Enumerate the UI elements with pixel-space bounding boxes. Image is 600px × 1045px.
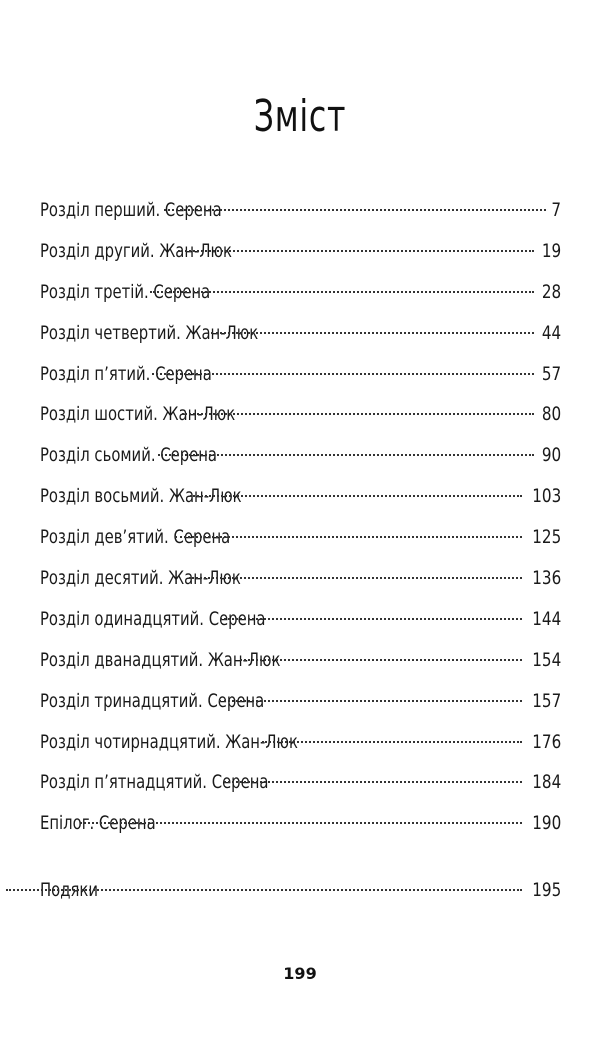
- toc-entry-10: [40, 558, 561, 599]
- toc-entry-12: [40, 640, 561, 681]
- toc-entry-label: Епілог. Серена: [40, 812, 156, 835]
- toc-entry-1: [40, 190, 561, 231]
- dot-leader: [219, 700, 522, 702]
- toc-entry-page: 195: [531, 879, 561, 901]
- toc-back-matter: [40, 870, 561, 911]
- toc-entry-label: Розділ четвертий. Жан-Люк: [40, 321, 259, 344]
- dot-leader: [158, 454, 533, 456]
- toc-entry-page: 190: [531, 812, 561, 835]
- toc-entry-page: 125: [531, 526, 561, 549]
- toc-entry-label: Розділ шостий. Жан-Люк: [40, 403, 236, 426]
- toc-entry-3: [40, 272, 561, 313]
- dot-leader: [182, 413, 534, 415]
- dot-leader: [211, 332, 534, 334]
- toc-entry-page: 157: [531, 689, 561, 712]
- toc-entry-page: 90: [541, 444, 561, 467]
- dot-leader: [240, 659, 522, 661]
- toc-entry-label: Розділ третій. Серена: [40, 280, 211, 303]
- toc-entry-page: 103: [531, 485, 561, 508]
- toc-entry-4: [40, 313, 561, 354]
- toc-entry-page: 176: [531, 730, 561, 753]
- toc-entry-page: 57: [541, 362, 561, 385]
- dot-leader: [6, 889, 522, 891]
- dot-leader: [152, 373, 534, 375]
- dot-leader: [220, 618, 521, 620]
- toc-entry-page: 184: [531, 771, 561, 794]
- table-of-contents: [40, 190, 561, 844]
- toc-entry-label: Розділ восьмий. Жан-Люк: [40, 485, 242, 508]
- toc-entry-page: 144: [531, 607, 561, 630]
- dot-leader: [175, 536, 521, 538]
- toc-entry-7: [40, 435, 561, 476]
- toc-entry-label: Подяки: [40, 879, 98, 901]
- toc-entry-label: Розділ чотирнадцятий. Жан-Люк: [40, 730, 298, 753]
- toc-entry-label: Розділ одинадцятий. Серена: [40, 607, 266, 630]
- toc-entry-label: Розділ дев’ятий. Серена: [40, 526, 231, 549]
- toc-entry-page: 7: [551, 199, 561, 221]
- toc-entry-page: 19: [541, 239, 561, 262]
- dot-leader: [224, 781, 521, 783]
- toc-entry-6: [40, 394, 561, 435]
- toc-entry-label: Розділ перший. Серена: [40, 199, 222, 221]
- toc-entry-5: [40, 354, 561, 395]
- dot-leader: [190, 495, 522, 497]
- toc-entry-14: [40, 722, 561, 763]
- dot-leader: [178, 250, 534, 252]
- toc-entry-9: [40, 517, 561, 558]
- dot-leader: [80, 822, 522, 824]
- toc-entry-2: [40, 231, 561, 272]
- toc-entry-label: Розділ десятий. Жан-Люк: [40, 567, 241, 590]
- toc-entry-page: 28: [541, 280, 561, 303]
- toc-entry-8: [40, 476, 561, 517]
- dot-leader: [189, 577, 522, 579]
- toc-entry-15: [40, 762, 561, 803]
- toc-entry-label: Розділ тринадцятий. Серена: [40, 689, 265, 712]
- dot-leader: [262, 741, 522, 743]
- toc-entry-page: 154: [531, 648, 561, 671]
- toc-entry-label: Розділ сьомий. Серена: [40, 444, 218, 467]
- toc-entry-label: Розділ другий. Жан-Люк: [40, 239, 232, 262]
- page-number: 199: [283, 964, 317, 983]
- toc-entry-page: 80: [541, 403, 561, 426]
- toc-entry-label: Розділ дванадцятий. Жан-Люк: [40, 648, 281, 671]
- toc-entry-label: Розділ п’ятий. Серена: [40, 362, 212, 385]
- toc-entry-11: [40, 599, 561, 640]
- toc-entry-page: 44: [541, 321, 561, 344]
- dot-leader: [164, 209, 546, 211]
- dot-leader: [150, 291, 534, 293]
- toc-entry-13: [40, 681, 561, 722]
- toc-entry-page: 136: [531, 567, 561, 590]
- toc-entry-label: Розділ п’ятнадцятий. Серена: [40, 771, 269, 794]
- page-title: Зміст: [253, 91, 347, 143]
- toc-entry-acknowledgements: [40, 870, 561, 911]
- toc-entry-16: [40, 803, 561, 844]
